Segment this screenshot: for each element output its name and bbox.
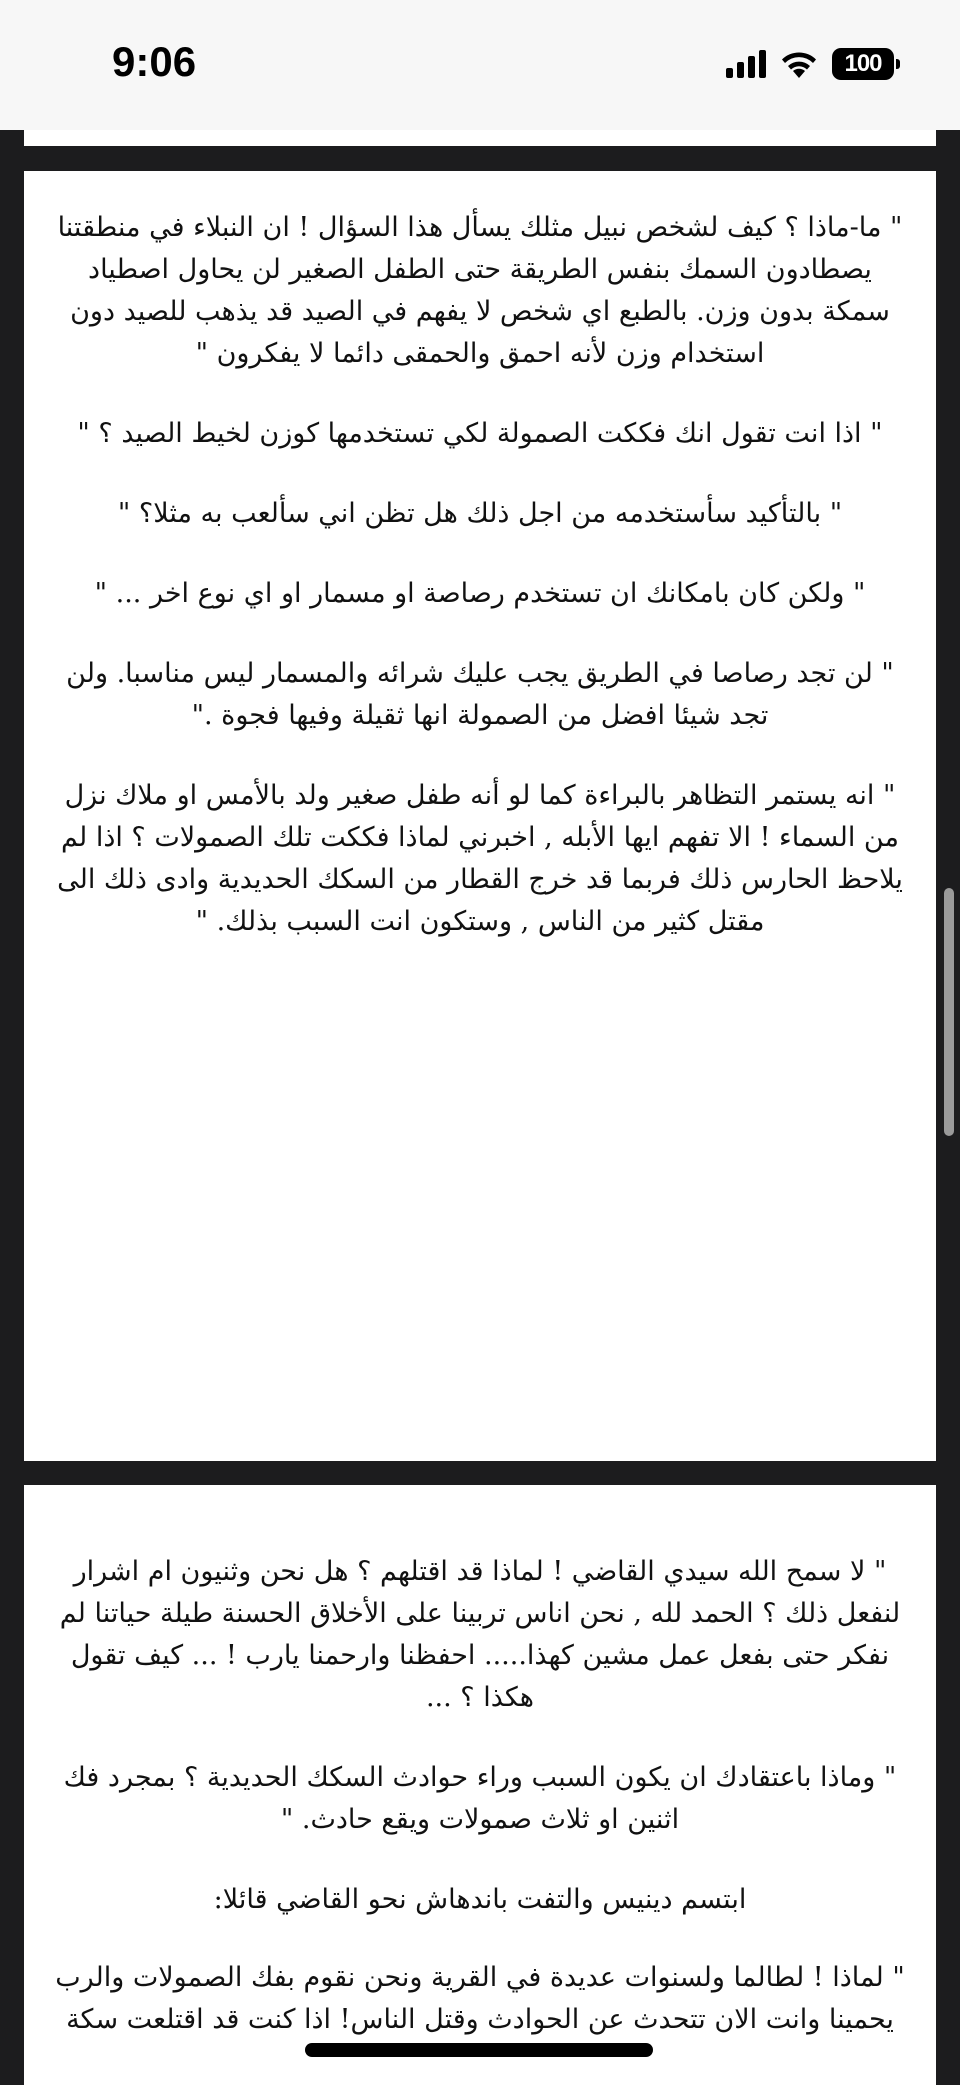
battery-indicator: 100 — [832, 48, 894, 80]
page-1-text — [52, 207, 908, 981]
status-icons — [726, 44, 894, 84]
paragraph: ابتسم دينيس والتفت باندهاش نحو القاضي قائلا: — [213, 1884, 747, 1915]
wifi-icon — [780, 50, 818, 78]
cellular-signal-icon — [726, 50, 766, 78]
paragraph: " اذا انت تقول انك فككت الصمولة لكي تستخدمها كوزن لخيط الصيد ؟ " — [77, 418, 883, 449]
paragraph: " لماذا ! لطالما ولسنوات عديدة في القرية ونحن نقوم بفك الصمولات والرب يحمينا وانت الان تتحدث عن الحوادث وقتل الناس! اذا كنت قد اقتلعت سكة — [55, 1962, 905, 2035]
home-indicator[interactable] — [305, 2043, 653, 2057]
paragraph: " وماذا باعتقادك ان يكون السبب وراء حوادث السكك الحديدية ؟ بمجرد فك اثنين او ثلاث صمولات ويقع حادث. " — [63, 1762, 897, 1835]
document-page-1 — [24, 171, 936, 1461]
paragraph: " لن تجد رصاصا في الطريق يجب عليك شرائه والمسمار ليس مناسبا. ولن تجد شيئا افضل من الصمولة انها ثقيلة وفيها فجوة ." — [66, 658, 894, 731]
scrollbar-thumb[interactable] — [944, 888, 954, 1136]
page-2-text — [52, 1551, 908, 2079]
status-bar — [0, 0, 960, 130]
paragraph: " بالتأكيد سأستخدمه من اجل ذلك هل تظن اني سألعب به مثلا؟ " — [117, 498, 843, 529]
paragraph: " انه يستمر التظاهر بالبراءة كما لو أنه طفل صغير ولد بالأمس او ملاك نزل من السماء ! الا تفهم ايها الأبله , اخبرني لماذا فككت تلك الصمولات ؟ اذا لم يلاحظ الحارس ذلك فربما قد خرج القطار من السكك الحديدية وادى ذلك الى مقتل كثير من الناس , وستكون انت السبب بذلك. " — [57, 780, 903, 937]
paragraph: " لا سمح الله سيدي القاضي ! لماذا قد اقتلهم ؟ هل نحن وثنيون ام اشرار لنفعل ذلك ؟ الحمد لله , نحن اناس تربينا على الأخلاق الحسنة طيلة حياتنا لم نفكر حتى بفعل عمل مشين كهذا..... احفظنا وارحمنا يارب ! ... كيف تقول هكذا ؟ ... — [59, 1556, 901, 1713]
document-page-2 — [24, 1485, 936, 2085]
paragraph: " ما-ماذا ؟ كيف لشخص نبيل مثلك يسأل هذا السؤال ! ان النبلاء في منطقتنا يصطادون السمك بنفس الطريقة حتى الطفل الصغير لن يحاول اصطياد سمكة بدون وزن. بالطبع اي شخص لا يفهم في الصيد قد يذهب للصيد دون استخدام وزن لأنه احمق والحمقى دائما لا يفكرون " — [57, 212, 903, 369]
paragraph: " ولكن كان بامكانك ان تستخدم رصاصة او مسمار او اي نوع اخر ... " — [94, 578, 866, 609]
status-time: 9:06 — [112, 38, 197, 85]
